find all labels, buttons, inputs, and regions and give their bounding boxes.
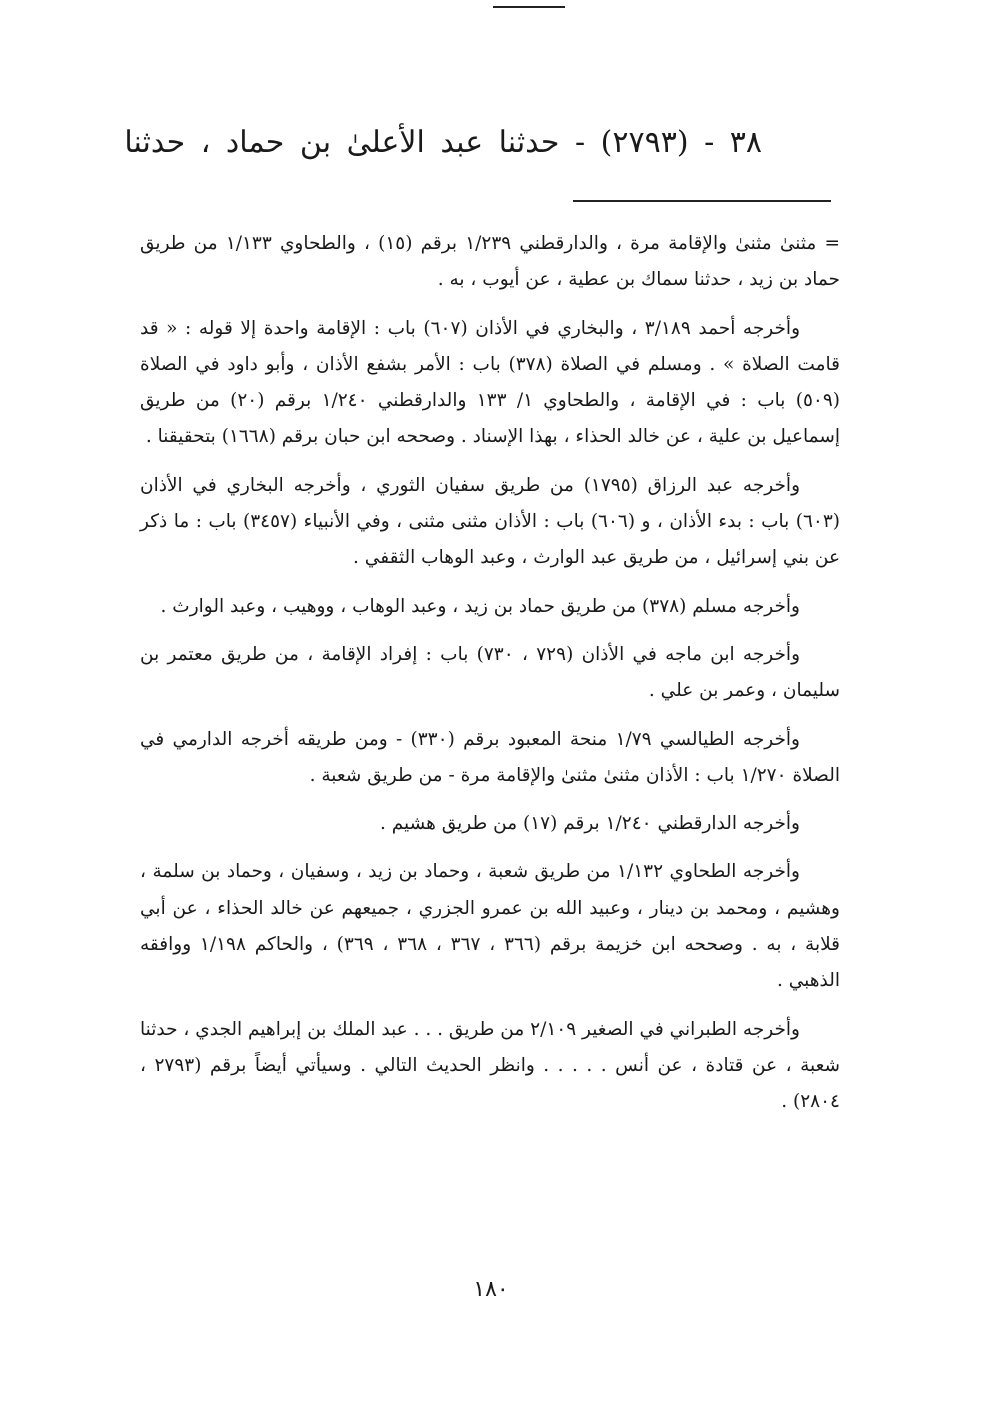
footnote-paragraph: وأخرجه الطيالسي ١/٧٩ منحة المعبود برقم (٣٣٠) - ومن طريقه أخرجه الدارمي في الصلاة ١/٢٧٠ باب : الأذان مثنىٰ مثنىٰ والإقامة مرة - من طريق شعبة . (140, 728, 840, 786)
footnote-paragraph: وأخرجه مسلم (٣٧٨) من طريق حماد بن زيد ، وعبد الوهاب ، ووهيب ، وعبد الوارث . (160, 595, 800, 617)
footnote-paragraph: وأخرجه الدارقطني ١/٢٤٠ برقم (١٧) من طريق هشيم . (379, 813, 800, 835)
top-rule (493, 6, 565, 8)
footnote-paragraph: وأخرجه الطبراني في الصغير ٢/١٠٩ من طريق . . . عبد الملك بن إبراهيم الجدي ، حدثنا شعبة ، عن قتادة ، عن أنس . . . . . وانظر الحديث التالي . وسيأتي أيضاً برقم (٢٧٩٣ ، ٢٨٠٤) . (140, 1018, 840, 1113)
footnote-paragraph: وأخرجه عبد الرزاق (١٧٩٥) من طريق سفيان الثوري ، وأخرجه البخاري في الأذان (٦٠٣) باب : بدء الأذان ، و (٦٠٦) باب : الأذان مثنى مثنى ، وفي الأنبياء (٣٤٥٧) باب : ما ذكر عن بني إسرائيل ، من طريق عبد الوارث ، وعبد الوهاب الثقفي . (140, 474, 841, 569)
page-number: ١٨٠ (473, 1277, 509, 1302)
hadith-heading: ٣٨ - (٢٧٩٣) - حدثنا عبد الأعلىٰ بن حماد ، حدثنا (124, 125, 762, 160)
footnote-paragraph: وأخرجه أحمد ٣/١٨٩ ، والبخاري في الأذان (٦٠٧) باب : الإقامة واحدة إلا قوله : « قد قامت الصلاة » . ومسلم في الصلاة (٣٧٨) باب : الأمر بشفع الأذان ، وأبو داود في الصلاة (٥٠٩) باب : في الإقامة ، والطحاوي ١/ ١٣٣ والدارقطني ١/٢٤٠ برقم (٢٠) من طريق إسماعيل بن علية ، عن خالد الحذاء ، بهذا الإسناد . وصححه ابن حبان برقم (١٦٦٨) بتحقيقنا . (140, 317, 840, 448)
footnote-paragraph: وأخرجه الطحاوي ١/١٣٢ من طريق شعبة ، وحماد بن زيد ، وسفيان ، وحماد بن سلمة ، وهشيم ، ومحمد بن دينار ، وعبيد الله بن عمرو الجزري ، جميعهم عن خالد الحذاء ، عن أبي قلابة ، به . وصححه ابن خزيمة برقم (٣٦٦ ، ٣٦٧ ، ٣٦٨ ، ٣٦٩) ، والحاكم ١/١٩٨ ووافقه الذهبي . (140, 861, 840, 992)
footnote-paragraph: وأخرجه ابن ماجه في الأذان (٧٢٩ ، ٧٣٠) باب : إفراد الإقامة ، من طريق معتمر بن سليمان ، وعمر بن علي . (140, 643, 840, 702)
footnote-paragraph: = مثنىٰ مثنىٰ والإقامة مرة ، والدارقطني ١/٢٣٩ برقم (١٥) ، والطحاوي ١/١٣٣ من طريق حماد بن زيد ، حدثنا سماك بن عطية ، عن أيوب ، به . (140, 233, 840, 291)
footnotes-section (140, 226, 840, 1133)
footnote-separator (573, 200, 831, 202)
